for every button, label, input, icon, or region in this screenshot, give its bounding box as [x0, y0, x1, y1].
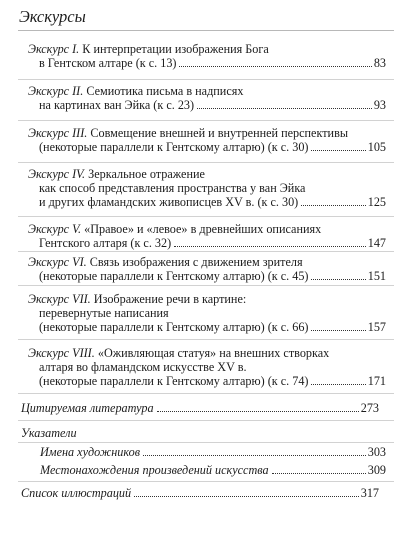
entry-line: алтаря во фламандском искусстве XV в. [39, 360, 247, 374]
toc-entry-1[interactable] [28, 42, 386, 70]
page-number: 83 [373, 56, 386, 70]
entry-label: Экскурс VI. [28, 255, 87, 269]
separator [18, 442, 394, 443]
page-number: 157 [367, 320, 386, 334]
separator [18, 251, 394, 252]
dot-leader [157, 411, 359, 412]
entry-line: (некоторые параллели к Гентскому алтарю) (к с. 74) [39, 374, 309, 388]
entry-label: Экскурс II. [28, 84, 84, 98]
page-number: 171 [367, 374, 386, 388]
entry-line: Гентского алтаря (к с. 32) [39, 236, 172, 250]
page-number: 105 [367, 140, 386, 154]
dot-leader [174, 246, 366, 247]
entry-line: (некоторые параллели к Гентскому алтарю) (к с. 45) [39, 269, 309, 283]
dot-leader [301, 205, 365, 206]
page-number: 273 [360, 401, 379, 415]
separator [18, 285, 394, 286]
page-number: 147 [367, 236, 386, 250]
separator [18, 162, 394, 163]
entry-line: Семиотика письма в надписях [86, 84, 244, 98]
toc-entry-index-artists[interactable] [40, 445, 386, 459]
entry-line: (некоторые параллели к Гентскому алтарю) (к с. 66) [39, 320, 309, 334]
entry-label: Экскурс IV. [28, 167, 86, 181]
toc-section-indexes [21, 426, 379, 440]
entry-line: Изображение речи в картине: [93, 292, 247, 306]
toc-entry-7[interactable] [28, 292, 386, 334]
dot-leader [272, 473, 366, 474]
dot-leader [134, 496, 359, 497]
page-number: 93 [373, 98, 386, 112]
dot-leader [311, 279, 365, 280]
page-number: 303 [367, 445, 386, 459]
toc-entry-8[interactable] [28, 346, 386, 388]
separator [18, 120, 394, 121]
entry-line: перевернутые написания [39, 306, 169, 320]
dot-leader [143, 455, 366, 456]
entry-label: Экскурс I. [28, 42, 80, 56]
toc-entry-3[interactable] [28, 126, 386, 154]
toc-entry-bibliography[interactable] [21, 401, 379, 415]
separator [18, 216, 394, 217]
section-label: Указатели [21, 426, 77, 440]
dot-leader [197, 108, 372, 109]
entry-label: Местонахождения произведений искусства [40, 463, 269, 477]
separator [18, 481, 394, 482]
dot-leader [179, 66, 371, 67]
page-number: 309 [367, 463, 386, 477]
dot-leader [311, 384, 365, 385]
separator [18, 420, 394, 421]
entry-label: Экскурс III. [28, 126, 88, 140]
entry-line: и других фламандских живописцев XV в. (к с. 30) [39, 195, 299, 209]
toc-entry-4[interactable] [28, 167, 386, 209]
dot-leader [311, 150, 365, 151]
entry-line: «Правое» и «левое» в древнейших описаниях [84, 222, 322, 236]
page-number: 151 [367, 269, 386, 283]
separator [18, 339, 394, 340]
page-title: Экскурсы [19, 7, 86, 26]
entry-line: (некоторые параллели к Гентскому алтарю) (к с. 30) [39, 140, 309, 154]
entry-label: Цитируемая литература [21, 401, 154, 415]
toc-entry-index-locations[interactable] [40, 463, 386, 477]
title-rule [18, 30, 394, 31]
entry-line: в Гентском алтаре (к с. 13) [39, 56, 177, 70]
separator [18, 393, 394, 394]
page-number: 125 [367, 195, 386, 209]
separator [18, 79, 394, 80]
dot-leader [311, 330, 365, 331]
entry-line: «Оживляющая статуя» на внешних створках [97, 346, 330, 360]
toc-entry-6[interactable] [28, 255, 386, 283]
entry-label: Экскурс VIII. [28, 346, 95, 360]
entry-line: как способ представления пространства у ван Эйка [39, 181, 306, 195]
entry-line: Совмещение внешней и внутренней перспективы [90, 126, 349, 140]
entry-line: Связь изображения с движением зрителя [89, 255, 303, 269]
toc-entry-5[interactable] [28, 222, 386, 250]
entry-label: Имена художников [40, 445, 141, 459]
entry-label: Экскурс VII. [28, 292, 91, 306]
page-number: 317 [360, 486, 379, 500]
toc-entry-illustrations[interactable] [21, 486, 379, 500]
entry-label: Экскурс V. [28, 222, 82, 236]
entry-line: К интерпретации изображения Бога [82, 42, 269, 56]
toc-entry-2[interactable] [28, 84, 386, 112]
entry-label: Список иллюстраций [21, 486, 132, 500]
entry-line: Зеркальное отражение [88, 167, 205, 181]
entry-line: на картинах ван Эйка (к с. 23) [39, 98, 195, 112]
